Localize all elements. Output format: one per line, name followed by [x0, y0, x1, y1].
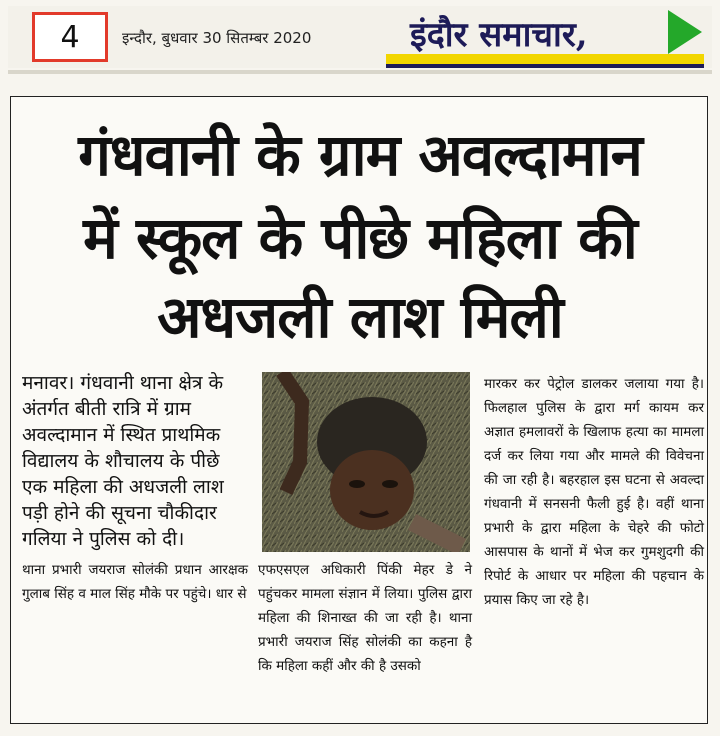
- brand-underline: [386, 54, 704, 68]
- article-column-2: [258, 558, 472, 678]
- news-photo: [262, 372, 470, 552]
- photo-illustration: [262, 372, 470, 552]
- column-1-paragraph-2: थाना प्रभारी जयराज सोलंकी प्रधान आरक्षक गुलाब सिंह व माल सिंह मौके पर पहुंचे। धार से: [22, 562, 248, 602]
- article-column-3: [484, 372, 704, 612]
- dateline: इन्दौर, बुधवार 30 सितम्बर 2020: [122, 29, 312, 47]
- column-3-text: मारकर कर पेट्रोल डालकर जलाया गया है। फिलहाल पुलिस के द्वारा मर्ग कायम कर अज्ञात हमलावरों के खिलाफ हत्या का मामला दर्ज कर लिया गया और मामले की विवेचना की जा रही है। बहरहाल इस घटना से अवल्दा गंधवानी में सनसनी फैली हुई है। वहीं थाना प्रभारी के द्वारा महिला के चेहरे की फोटो आसपास के थानों में भेज कर गुमशुदगी की रिपोर्ट के आधार पर महिला की पहचान के प्रयास किए जा रहे है।: [484, 376, 704, 608]
- column-2-text: एफएसएल अधिकारी पिंकी मेहर डे ने पहुंचकर मामला संज्ञान में लिया। पुलिस द्वारा महिला की शिनाख्त की जा रही है। थाना प्रभारी जयराज सिंह सोलंकी का कहना है कि महिला कहीं और की है उसको: [258, 562, 472, 674]
- play-arrow-icon: [668, 10, 702, 54]
- headline-line-3: अधजली लाश मिली: [157, 283, 563, 351]
- lead-paragraph: मनावर। गंधवानी थाना क्षेत्र के अंतर्गत बीती रात्रि में ग्राम अवल्दामान में स्थित प्राथमिक विद्यालय के शौचालय के पीछे एक महिला की अधजली लाश पड़ी होने की सूचना चौकीदार गलिया ने पुलिस को दी।: [22, 372, 224, 550]
- header-divider: [8, 70, 712, 74]
- page-number: 4: [32, 12, 108, 62]
- headline-line-1: गंधवानी के ग्राम अवल्दामान: [78, 121, 642, 189]
- section-brand: इंदौर समाचार,: [410, 15, 588, 55]
- headline-line-2: में स्कूल के पीछे महिला की: [83, 204, 637, 272]
- article-column-1: [22, 370, 248, 606]
